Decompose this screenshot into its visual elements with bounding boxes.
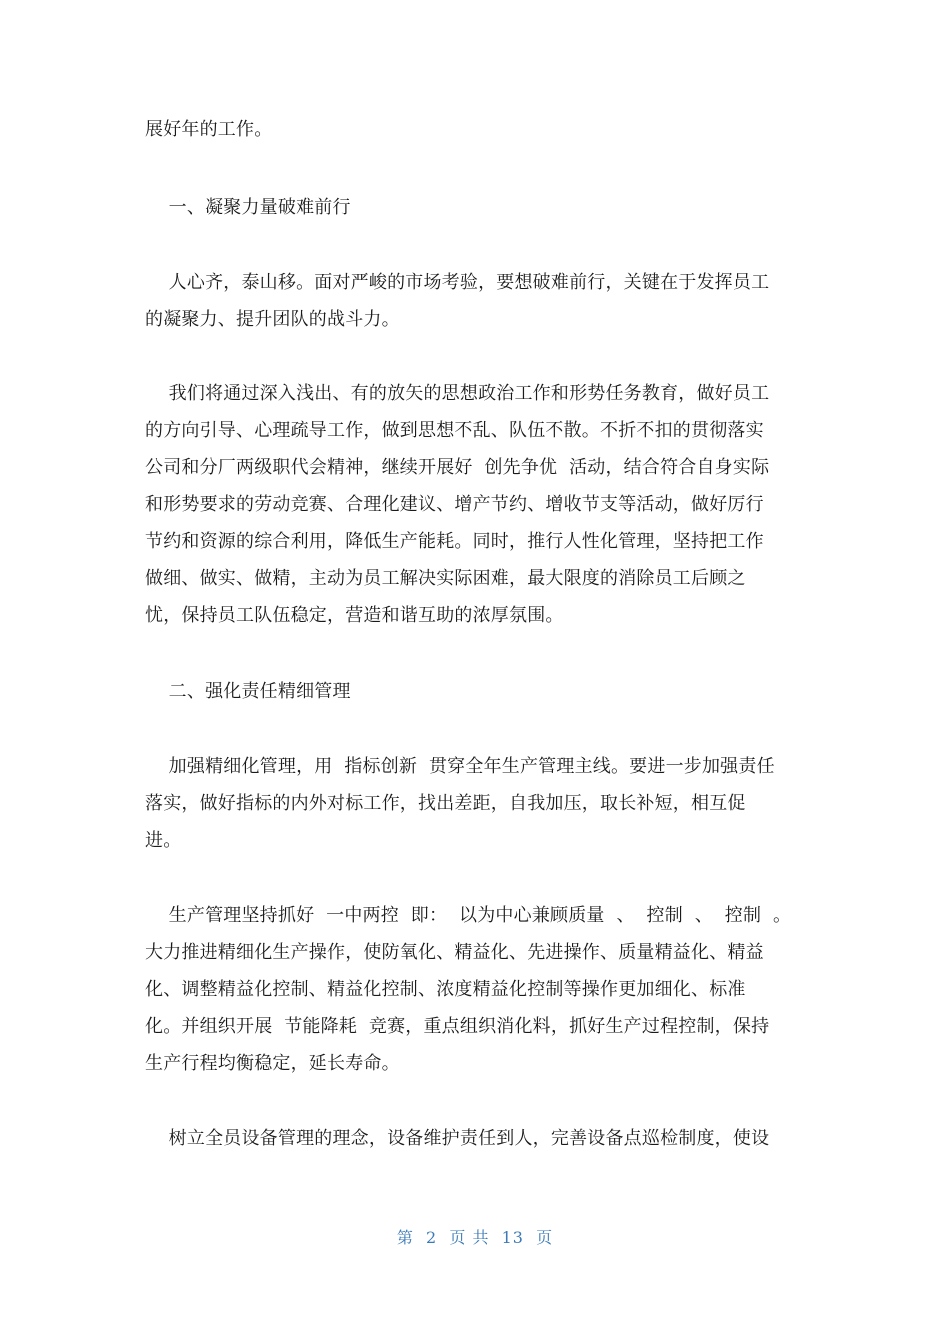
text-line: 化、调整精益化控制、精益化控制、浓度精益化控制等操作更加细化、标准 <box>145 979 746 1000</box>
text-line: 落实，做好指标的内外对标工作，找出差距，自我加压，取长补短，相互促 <box>145 793 746 814</box>
text-line: 的凝聚力、提升团队的战斗力。 <box>145 309 400 330</box>
text-line: 节约和资源的综合利用，降低生产能耗。同时，推行人性化管理，坚持把工作 <box>145 531 764 552</box>
text-line: 我们将通过深入浅出、有的放矢的思想政治工作和形势任务教育，做好员工 <box>145 383 770 404</box>
text-line: 加强精细化管理，用 指标创新 贯穿全年生产管理主线。要进一步加强责任 <box>145 756 775 777</box>
section-heading: 一、凝聚力量破难前行 <box>145 197 351 218</box>
text-line: 公司和分厂两级职代会精神，继续开展好 创先争优 活动，结合符合自身实际 <box>145 457 770 478</box>
text-line: 树立全员设备管理的理念，设备维护责任到人，完善设备点巡检制度，使设 <box>145 1128 770 1149</box>
text-line: 生产行程均衡稳定，延长寿命。 <box>145 1053 400 1074</box>
text-line: 忧，保持员工队伍稳定，营造和谐互助的浓厚氛围。 <box>145 605 564 626</box>
text-line: 展好年的工作。 <box>145 119 273 140</box>
text-line: 大力推进精细化生产操作，使防氧化、精益化、先进操作、质量精益化、精益 <box>145 942 764 963</box>
text-line: 和形势要求的劳动竞赛、合理化建议、增产节约、增收节支等活动，做好厉行 <box>145 494 764 515</box>
section-heading: 二、强化责任精细管理 <box>145 681 351 702</box>
text-line: 做细、做实、做精，主动为员工解决实际困难，最大限度的消除员工后顾之 <box>145 568 746 589</box>
text-line: 化。并组织开展 节能降耗 竞赛，重点组织消化料，抓好生产过程控制，保持 <box>145 1016 770 1037</box>
text-line: 人心齐，泰山移。面对严峻的市场考验，要想破难前行，关键在于发挥员工 <box>145 272 770 293</box>
text-line: 生产管理坚持抓好 一中两控 即： 以为中心兼顾质量 、 控制 、 控制 。 <box>145 905 792 926</box>
text-line: 进。 <box>145 830 182 851</box>
page-number-footer: 第 2 页 共 13 页 <box>396 1228 554 1247</box>
text-line: 的方向引导、心理疏导工作，做到思想不乱、队伍不散。不折不扣的贯彻落实 <box>145 420 764 441</box>
